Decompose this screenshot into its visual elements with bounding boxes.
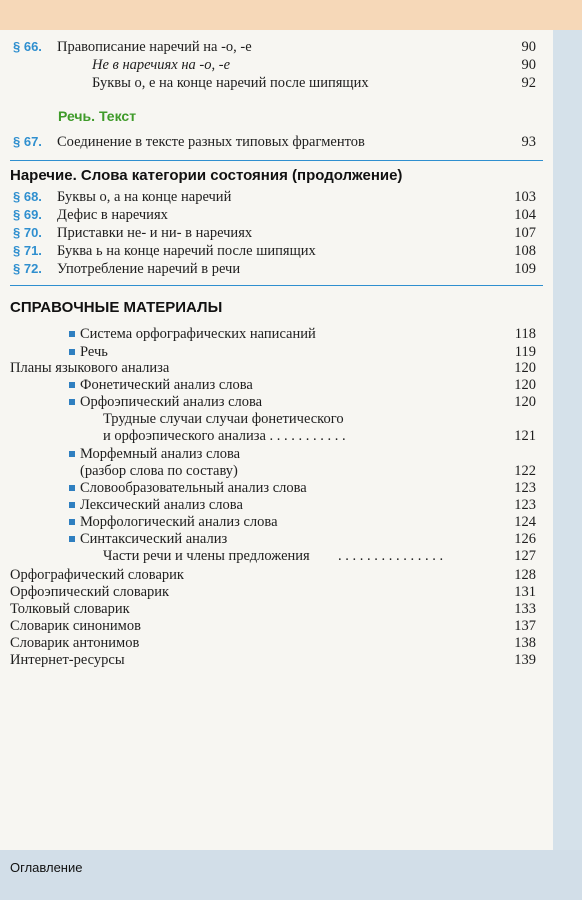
toc-entry-70[interactable] [0, 224, 553, 242]
entry-title: Части речи и члены предложения [103, 548, 310, 564]
page-number: 126 [514, 531, 536, 547]
entry-title: Орфоэпический словарик [10, 584, 170, 600]
toc-entry-69[interactable] [0, 206, 553, 224]
bullet-icon [69, 502, 75, 508]
divider [10, 160, 543, 161]
page-number: 138 [514, 635, 536, 651]
page-number: 93 [521, 134, 536, 150]
page-number: 128 [514, 567, 536, 583]
page-number: 120 [514, 360, 536, 376]
page-number: 121 [514, 428, 536, 444]
page-number: 90 [521, 57, 536, 73]
entry-title: Трудные случаи случаи фонетического [103, 411, 344, 427]
section-number: § 67. [13, 134, 42, 149]
toc-entry[interactable] [0, 530, 553, 548]
page-number: 103 [514, 189, 536, 205]
bullet-icon [69, 331, 75, 337]
entry-title-continued: (разбор слова по составу) [80, 463, 238, 479]
page-number: 107 [514, 225, 536, 241]
entry-title: Планы языкового анализа [10, 360, 170, 376]
toc-entry[interactable] [0, 445, 553, 463]
divider [10, 285, 543, 286]
bottom-color-band [0, 850, 582, 900]
toc-entry[interactable] [0, 376, 553, 394]
entry-title: Лексический анализ слова [80, 497, 243, 513]
entry-title: Буква ь на конце наречий после шипящих [57, 243, 316, 259]
toc-subentry[interactable] [0, 427, 553, 445]
entry-title: Система орфографических написаний [80, 326, 316, 342]
page-number: 108 [514, 243, 536, 259]
toc-entry[interactable] [0, 617, 553, 635]
entry-title: Употребление наречий в речи [57, 261, 241, 277]
entry-title: Фонетический анализ слова [80, 377, 253, 393]
bullet-icon [69, 519, 75, 525]
reference-heading: СПРАВОЧНЫЕ МАТЕРИАЛЫ [10, 299, 223, 316]
entry-title: Соединение в тексте разных типовых фрагментов [57, 134, 365, 150]
entry-title: Интернет-ресурсы [10, 652, 125, 668]
entry-title: Синтаксический анализ [80, 531, 228, 547]
top-color-band [0, 0, 582, 30]
toc-entry[interactable] [0, 462, 553, 480]
page-number: 92 [521, 75, 536, 91]
toc-entry-72[interactable] [0, 260, 553, 278]
section-number: § 72. [13, 261, 42, 276]
toc-entry[interactable] [0, 359, 553, 377]
toc-entry[interactable] [0, 600, 553, 618]
page-number: 104 [514, 207, 536, 223]
toc-entry[interactable] [0, 393, 553, 411]
section-number: § 71. [13, 243, 42, 258]
entry-title-continued: и орфоэпического анализа . . . . . . . . . . . [103, 428, 346, 444]
entry-title: Словарик синонимов [10, 618, 141, 634]
bullet-icon [69, 382, 75, 388]
toc-entry[interactable] [0, 566, 553, 584]
page-number: 123 [514, 480, 536, 496]
page-number: 131 [514, 584, 536, 600]
toc-entry-66[interactable] [0, 38, 553, 56]
speech-text-heading: Речь. Текст [58, 108, 137, 124]
section-number: § 66. [13, 39, 42, 54]
entry-title: Морфологический анализ слова [80, 514, 278, 530]
page-number: 119 [514, 344, 536, 360]
bullet-icon [69, 399, 75, 405]
bullet-icon [69, 485, 75, 491]
entry-title: Орфографический словарик [10, 567, 184, 583]
entry-title: Словарик антонимов [10, 635, 140, 651]
entry-title: Приставки не- и ни- в наречиях [57, 225, 253, 241]
bullet-icon [69, 451, 75, 457]
entry-title: Словообразовательный анализ слова [80, 480, 307, 496]
chapter-heading: Наречие. Слова категории состояния (продолжение) [10, 167, 403, 184]
page-number: 120 [514, 377, 536, 393]
toc-subentry[interactable] [0, 56, 553, 74]
toc-entry-68[interactable] [0, 188, 553, 206]
page-number: 127 [514, 548, 536, 564]
page-number: 123 [514, 497, 536, 513]
section-number: § 70. [13, 225, 42, 240]
entry-title: Дефис в наречиях [57, 207, 168, 223]
section-number: § 69. [13, 207, 42, 222]
page-number: 109 [514, 261, 536, 277]
page-number: 118 [514, 326, 536, 342]
leader-dots: . . . . . . . . . . . . . . . [338, 548, 444, 564]
bullet-icon [69, 536, 75, 542]
bullet-icon [69, 349, 75, 355]
page-number: 139 [514, 652, 536, 668]
right-color-band [553, 30, 582, 850]
entry-title: Буквы о, а на конце наречий [57, 189, 232, 205]
toc-entry-67[interactable] [0, 133, 553, 151]
page-number: 124 [514, 514, 536, 530]
toc-entry-71[interactable] [0, 242, 553, 260]
entry-title: Орфоэпический анализ слова [80, 394, 263, 410]
entry-title: Речь [80, 344, 108, 360]
toc-subentry[interactable] [0, 74, 553, 92]
toc-entry[interactable] [0, 325, 553, 343]
entry-title: Не в наречиях на -о, -е [92, 57, 231, 73]
page-number: 137 [514, 618, 536, 634]
toc-entry[interactable] [0, 651, 553, 669]
page-number: 120 [514, 394, 536, 410]
section-number: § 68. [13, 189, 42, 204]
entry-title: Морфемный анализ слова [80, 446, 241, 462]
entry-title: Правописание наречий на -о, -е [57, 39, 252, 55]
page-number: 133 [514, 601, 536, 617]
toc-entry[interactable] [0, 496, 553, 514]
running-footer: Оглавление [10, 860, 83, 875]
entry-title: Буквы о, е на конце наречий после шипящих [92, 75, 369, 91]
entry-title: Толковый словарик [10, 601, 130, 617]
page-number: 122 [514, 463, 536, 479]
toc-entry[interactable] [0, 513, 553, 531]
toc-subentry[interactable] [0, 547, 553, 565]
toc-subentry[interactable] [0, 410, 553, 428]
toc-entry[interactable] [0, 479, 553, 497]
toc-entry[interactable] [0, 634, 553, 652]
toc-entry[interactable] [0, 583, 553, 601]
page-number: 90 [521, 39, 536, 55]
